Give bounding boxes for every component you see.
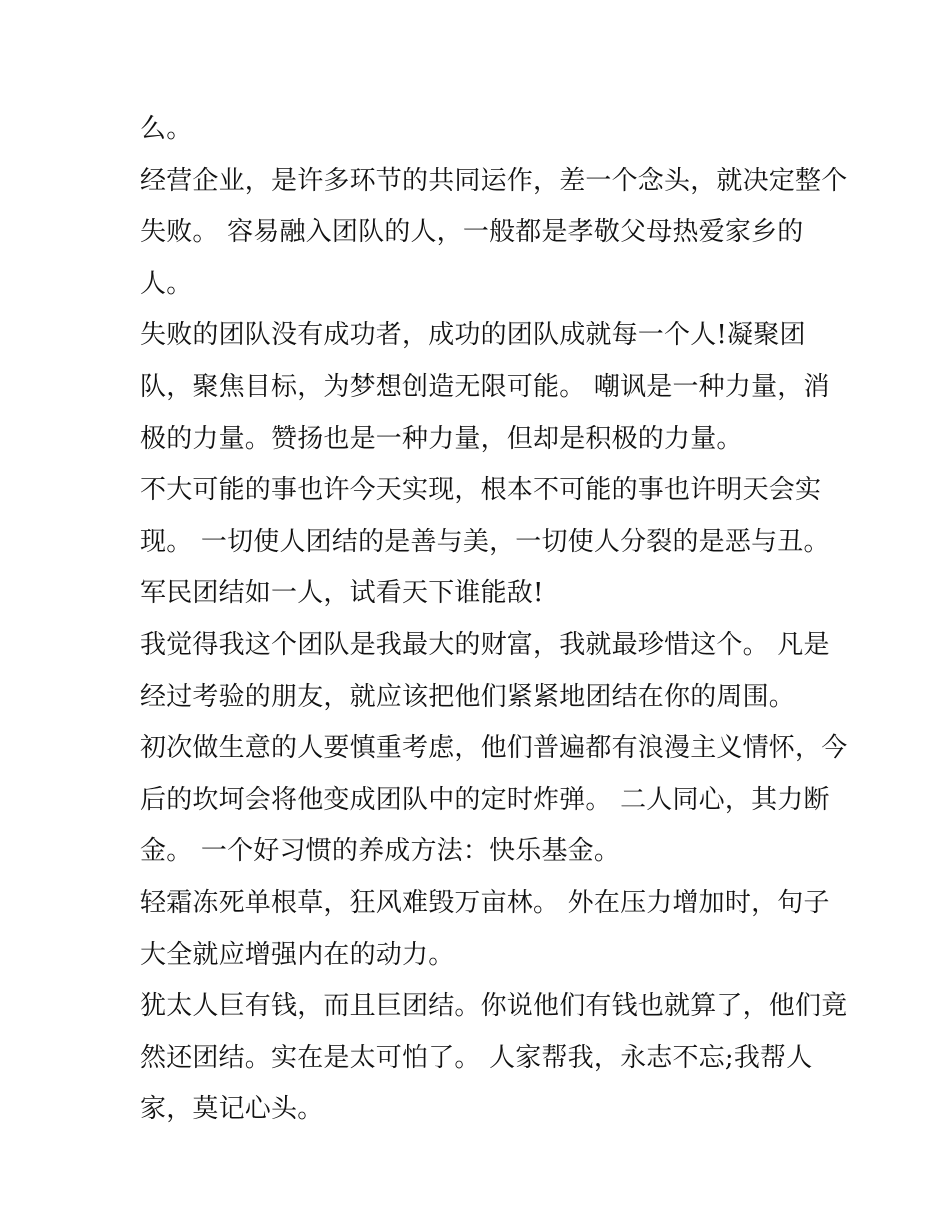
text-line: 军民团结如一人，试看天下谁能敌! <box>140 578 544 609</box>
text-line: 然还团结。实在是太可怕了。 人家帮我，永志不忘;我帮人 <box>140 1042 813 1073</box>
text-line: 人。 <box>140 268 193 299</box>
text-line: 后的坎坷会将他变成团队中的定时炸弹。 二人同心，其力断 <box>140 784 830 815</box>
text-line: 初次做生意的人要慎重考虑，他们普遍都有浪漫主义情怀，今 <box>140 733 848 764</box>
text-line: 不大可能的事也许今天实现，根本不可能的事也许明天会实 <box>140 475 822 506</box>
text-line: 经过考验的朋友，就应该把他们紧紧地团结在你的周围。 <box>140 681 796 712</box>
text-line: 金。 一个好习惯的养成方法：快乐基金。 <box>140 836 621 867</box>
text-line: 家，莫记心头。 <box>140 1094 324 1125</box>
text-line: 我觉得我这个团队是我最大的财富，我就最珍惜这个。 凡是 <box>140 629 830 660</box>
text-line: 失败。 容易融入团队的人，一般都是孝敬父母热爱家乡的 <box>140 217 804 248</box>
text-line: 现。 一切使人团结的是善与美，一切使人分裂的是恶与丑。 <box>140 526 830 557</box>
body-text <box>140 104 848 1136</box>
text-line: 失败的团队没有成功者，成功的团队成就每一个人!凝聚团 <box>140 320 806 351</box>
text-line: 经营企业，是许多环节的共同运作，差一个念头，就决定整个 <box>140 165 848 196</box>
text-line: 犹太人巨有钱，而且巨团结。你说他们有钱也就算了，他们竟 <box>140 991 848 1022</box>
text-line: 极的力量。赞扬也是一种力量，但却是积极的力量。 <box>140 423 743 454</box>
text-line: 么。 <box>140 114 193 144</box>
text-line: 大全就应增强内在的动力。 <box>140 939 455 970</box>
text-line: 轻霜冻死单根草，狂风难毁万亩林。 外在压力增加时，句子 <box>140 887 830 918</box>
text-line: 队，聚焦目标，为梦想创造无限可能。 嘲讽是一种力量，消 <box>140 371 830 402</box>
